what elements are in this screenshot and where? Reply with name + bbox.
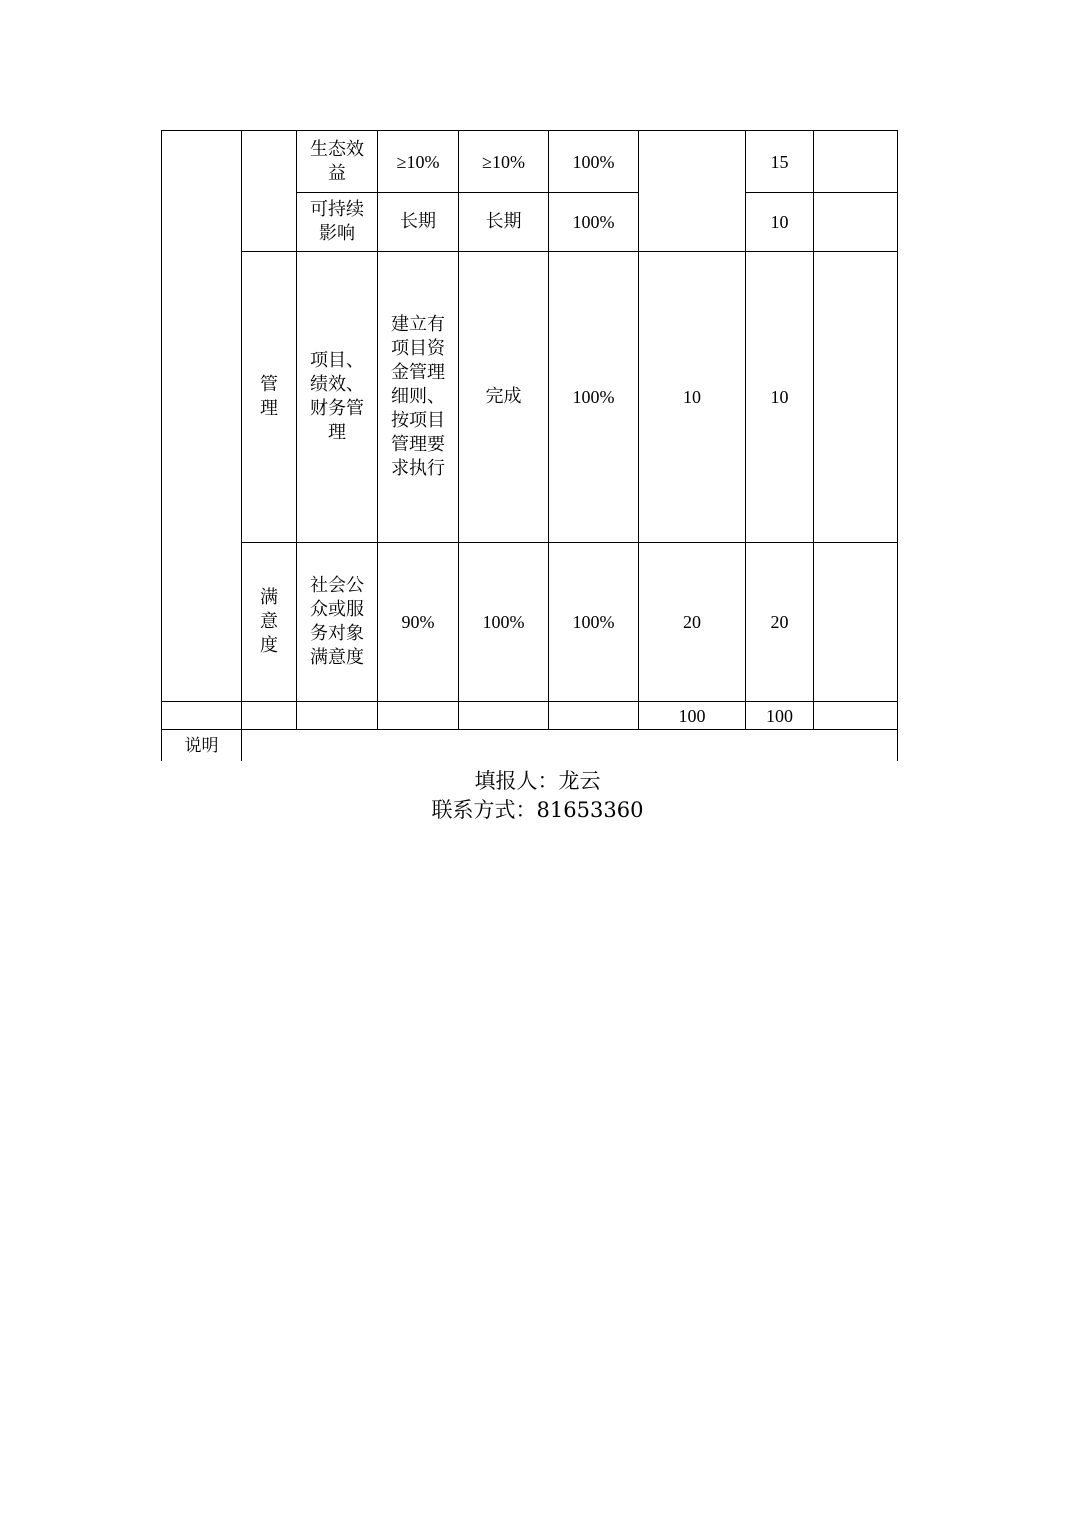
total-weight-cell	[639, 702, 745, 729]
weight-text: 20	[683, 612, 701, 632]
score-text: 20	[770, 612, 789, 632]
category-text: 管 理	[260, 374, 278, 419]
score-cell	[746, 252, 813, 542]
actual-text: 完成	[485, 386, 522, 407]
target-cell	[378, 252, 458, 542]
actual-text: ≥10%	[482, 151, 525, 172]
rate-cell	[549, 193, 638, 251]
indicator-text: 可持续 影响	[310, 199, 364, 244]
actual-text: 100%	[482, 612, 525, 632]
contact-info: 联系方式：81653360	[431, 798, 644, 822]
target-text: 长期	[400, 211, 436, 232]
actual-cell	[459, 193, 548, 251]
indicator-text: 生态效 益	[310, 138, 364, 184]
indicator-text: 项目、 绩效、 财务管 理	[310, 350, 364, 443]
weight-cell	[639, 543, 745, 701]
rate-cell	[549, 543, 638, 701]
actual-cell	[459, 543, 548, 701]
actual-cell	[459, 131, 548, 192]
weight-text: 10	[683, 387, 701, 407]
target-cell	[378, 131, 458, 192]
category-text: 满 意 度	[260, 587, 278, 656]
indicator-cell	[297, 131, 377, 192]
rate-text: 100%	[572, 151, 615, 172]
score-cell	[746, 131, 813, 192]
notes-label: 说明	[184, 735, 219, 756]
indicator-cell	[297, 252, 377, 542]
column-divider	[161, 130, 162, 761]
notes-label-cell	[162, 730, 241, 761]
target-cell	[378, 193, 458, 251]
rate-text: 100%	[572, 387, 615, 407]
target-cell	[378, 543, 458, 701]
category-cell	[242, 543, 296, 701]
category-cell	[242, 252, 296, 542]
indicator-text: 社会公 众或服 务对象 满意度	[310, 575, 364, 668]
indicator-cell	[297, 543, 377, 701]
rate-text: 100%	[572, 612, 615, 632]
actual-text: 长期	[485, 211, 522, 232]
score-cell	[746, 193, 813, 251]
rate-text: 100%	[572, 212, 615, 232]
filler-name: 填报人：龙云	[474, 769, 601, 793]
score-cell	[746, 543, 813, 701]
performance-table	[161, 130, 898, 761]
table-right-border	[897, 130, 898, 761]
total-score-text: 100	[766, 705, 793, 726]
score-text: 10	[770, 387, 789, 407]
score-text: 15	[770, 151, 789, 172]
column-divider	[813, 130, 814, 730]
target-text: 90%	[401, 612, 435, 632]
target-text: ≥10%	[396, 151, 440, 172]
row-divider	[161, 729, 898, 730]
total-weight-text: 100	[678, 705, 706, 726]
actual-cell	[459, 252, 548, 542]
rate-cell	[549, 131, 638, 192]
score-text: 10	[770, 212, 789, 232]
target-text: 建立有 项目资 金管理 细则、 按项目 管理要 求执行	[391, 314, 445, 479]
rate-cell	[549, 252, 638, 542]
indicator-cell	[297, 193, 377, 251]
weight-cell	[639, 252, 745, 542]
total-score-cell	[746, 702, 813, 729]
